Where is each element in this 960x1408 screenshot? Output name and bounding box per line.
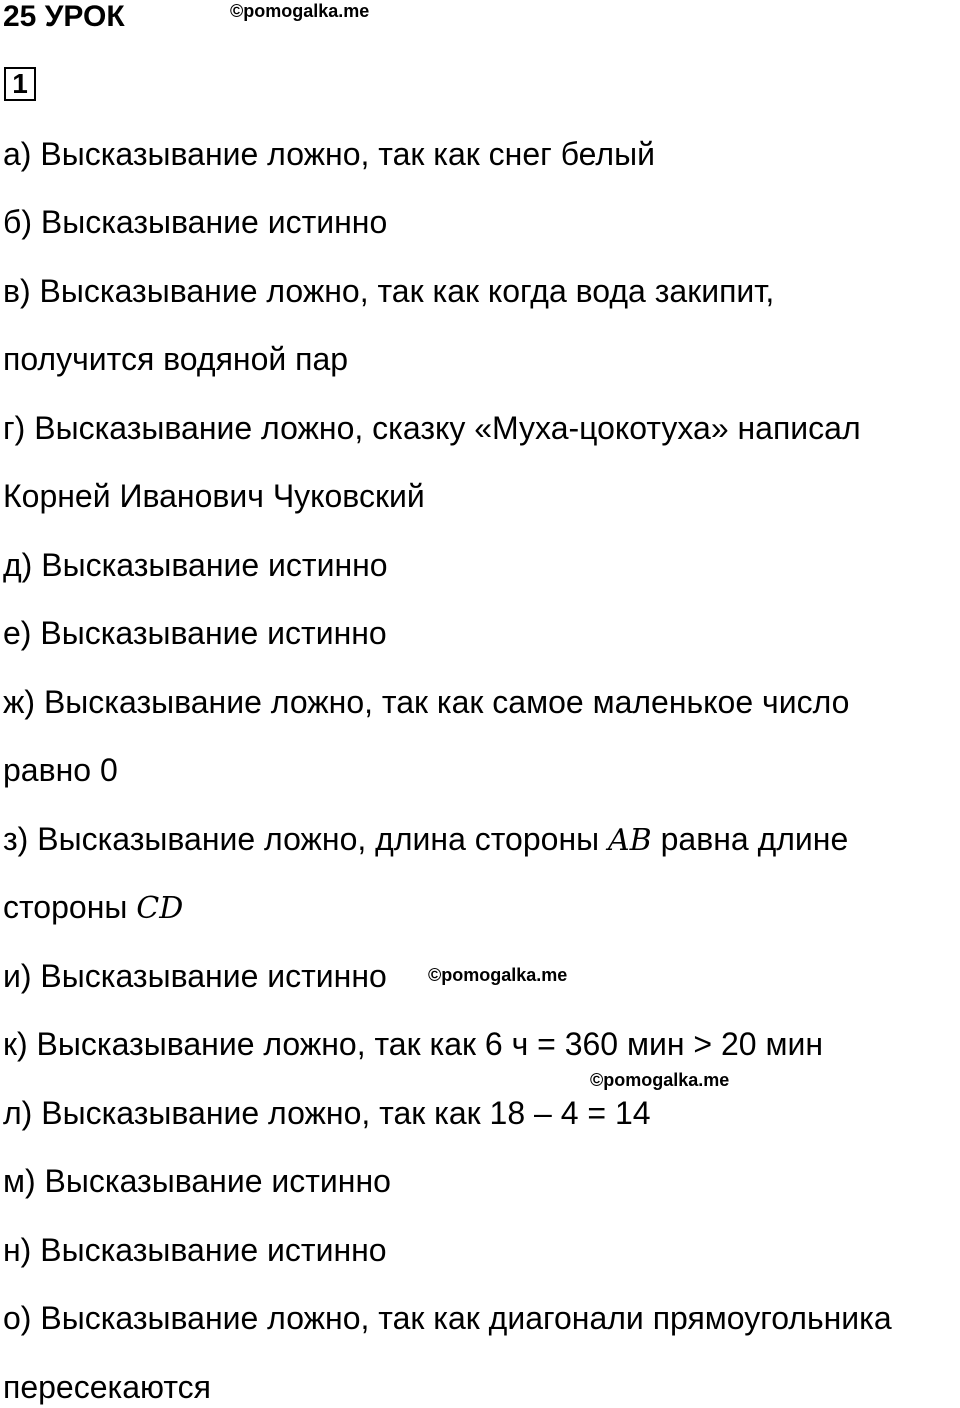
answer-line-k: к) Высказывание ложно, так как 6 ч = 360 мин > 20 мин xyxy=(3,1026,824,1062)
answer-line-b: б) Высказывание истинно xyxy=(3,204,388,240)
answer-line-z-cont xyxy=(3,889,183,927)
answer-line-m: м) Высказывание истинно xyxy=(3,1163,391,1199)
answer-line-v: в) Высказывание ложно, так как когда вода закипит, xyxy=(3,273,775,309)
answer-line-g-cont: Корней Иванович Чуковский xyxy=(3,478,425,514)
answer-line-e: е) Высказывание истинно xyxy=(3,615,387,651)
watermark-lower: ©pomogalka.me xyxy=(590,1070,730,1090)
answer-line-d: д) Высказывание истинно xyxy=(3,547,388,583)
answer-line-z-text: з) Высказывание ложно, длина стороны xyxy=(3,821,608,857)
answer-line-z-cont-text: стороны xyxy=(3,889,137,925)
answer-line-o-cont: пересекаются xyxy=(3,1369,211,1405)
answer-line-zh: ж) Высказывание ложно, так как самое маленькое число xyxy=(3,684,850,720)
segment-ab: AB xyxy=(608,823,652,858)
answer-line-a: а) Высказывание ложно, так как снег белый xyxy=(3,136,655,172)
lesson-title: 25 УРОК xyxy=(3,0,125,33)
answer-line-zh-cont: равно 0 xyxy=(3,752,118,788)
answer-line-o: о) Высказывание ложно, так как диагонали прямоугольника xyxy=(3,1300,892,1336)
segment-cd: CD xyxy=(136,891,184,926)
answer-line-z-text-end: равна длине xyxy=(651,821,849,857)
watermark-top: ©pomogalka.me xyxy=(230,1,370,21)
answer-line-n: н) Высказывание истинно xyxy=(3,1232,387,1268)
answer-line-l: л) Высказывание ложно, так как 18 – 4 = 14 xyxy=(3,1095,651,1131)
answer-line-i: и) Высказывание истинно xyxy=(3,958,387,994)
answer-line-g: г) Высказывание ложно, сказку «Муха-цокотуха» написал xyxy=(3,410,861,446)
answer-line-z xyxy=(3,821,848,859)
task-number-box: 1 xyxy=(4,67,36,101)
watermark-middle: ©pomogalka.me xyxy=(428,965,568,985)
answer-line-v-cont: получится водяной пар xyxy=(3,341,349,377)
